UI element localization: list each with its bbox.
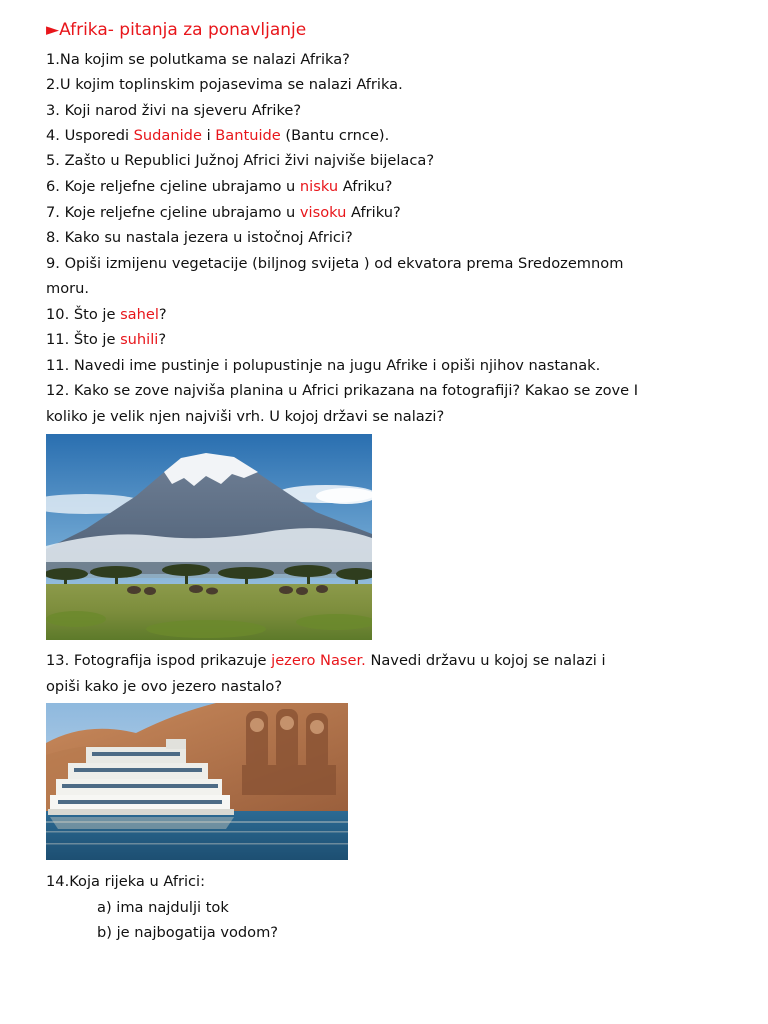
question-6 bbox=[46, 174, 392, 200]
question-13-end: Navedi državu u kojoj se nalazi i bbox=[365, 652, 606, 669]
term-bantuide: Bantuide bbox=[215, 127, 281, 144]
term-jezero-naser: jezero Naser. bbox=[271, 652, 366, 669]
question-8: 8. Kako su nastala jezera u istočnoj Africi? bbox=[46, 229, 353, 246]
question-9-line-1: 9. Opiši izmijenu vegetacije (biljnog svijeta ) od ekvatora prema Sredozemnom bbox=[46, 255, 624, 272]
term-nisku: nisku bbox=[299, 178, 339, 195]
question-11a-text: 11. Što je bbox=[46, 331, 121, 348]
term-visoku: visoku bbox=[299, 204, 347, 221]
question-14: 14.Koja rijeka u Africi: bbox=[46, 873, 206, 890]
question-13-line-1 bbox=[46, 648, 606, 674]
question-6-end: Afriku? bbox=[338, 178, 393, 195]
question-10-text: 10. Što je bbox=[46, 306, 121, 323]
question-4-text: 4. Usporedi bbox=[46, 127, 134, 144]
question-11a-end: ? bbox=[158, 331, 167, 348]
question-14-a: a) ima najdulji tok bbox=[97, 899, 229, 916]
term-suhili: suhili bbox=[120, 331, 159, 348]
question-14-b: b) je najbogatija vodom? bbox=[97, 924, 279, 941]
question-10-end: ? bbox=[158, 306, 167, 323]
question-6-text: 6. Koje reljefne cjeline ubrajamo u bbox=[46, 178, 300, 195]
question-12-line-1: 12. Kako se zove najviša planina u Africi prikazana na fotografiji? Kakao se zove I bbox=[46, 382, 639, 399]
question-4-end: (Bantu crnce). bbox=[280, 127, 390, 144]
lake-nasser-photo bbox=[46, 703, 348, 860]
question-7-text: 7. Koje reljefne cjeline ubrajamo u bbox=[46, 204, 300, 221]
term-sahel: sahel bbox=[120, 306, 159, 323]
question-10 bbox=[46, 302, 167, 328]
question-4 bbox=[46, 123, 389, 149]
question-11b: 11. Navedi ime pustinje i polupustinje na jugu Afrike i opiši njihov nastanak. bbox=[46, 357, 601, 374]
question-2: 2.U kojim toplinskim pojasevima se nalazi Afrika. bbox=[46, 76, 403, 93]
page-title: ►Afrika- pitanja za ponavljanje bbox=[46, 20, 307, 40]
question-13-text: 13. Fotografija ispod prikazuje bbox=[46, 652, 272, 669]
question-5: 5. Zašto u Republici Južnoj Africi živi najviše bijelaca? bbox=[46, 152, 435, 169]
question-13-line-2: opiši kako je ovo jezero nastalo? bbox=[46, 678, 283, 695]
question-4-join: i bbox=[201, 127, 216, 144]
question-9-line-2: moru. bbox=[46, 280, 90, 297]
question-1: 1.Na kojim se polutkama se nalazi Afrika? bbox=[46, 51, 350, 68]
question-11a bbox=[46, 327, 166, 353]
kilimanjaro-photo bbox=[46, 434, 372, 640]
question-7 bbox=[46, 200, 401, 226]
question-3: 3. Koji narod živi na sjeveru Afrike? bbox=[46, 102, 302, 119]
question-12-line-2: koliko je velik njen najviši vrh. U kojoj državi se nalazi? bbox=[46, 408, 445, 425]
term-sudanide: Sudanide bbox=[133, 127, 202, 144]
question-7-end: Afriku? bbox=[346, 204, 401, 221]
